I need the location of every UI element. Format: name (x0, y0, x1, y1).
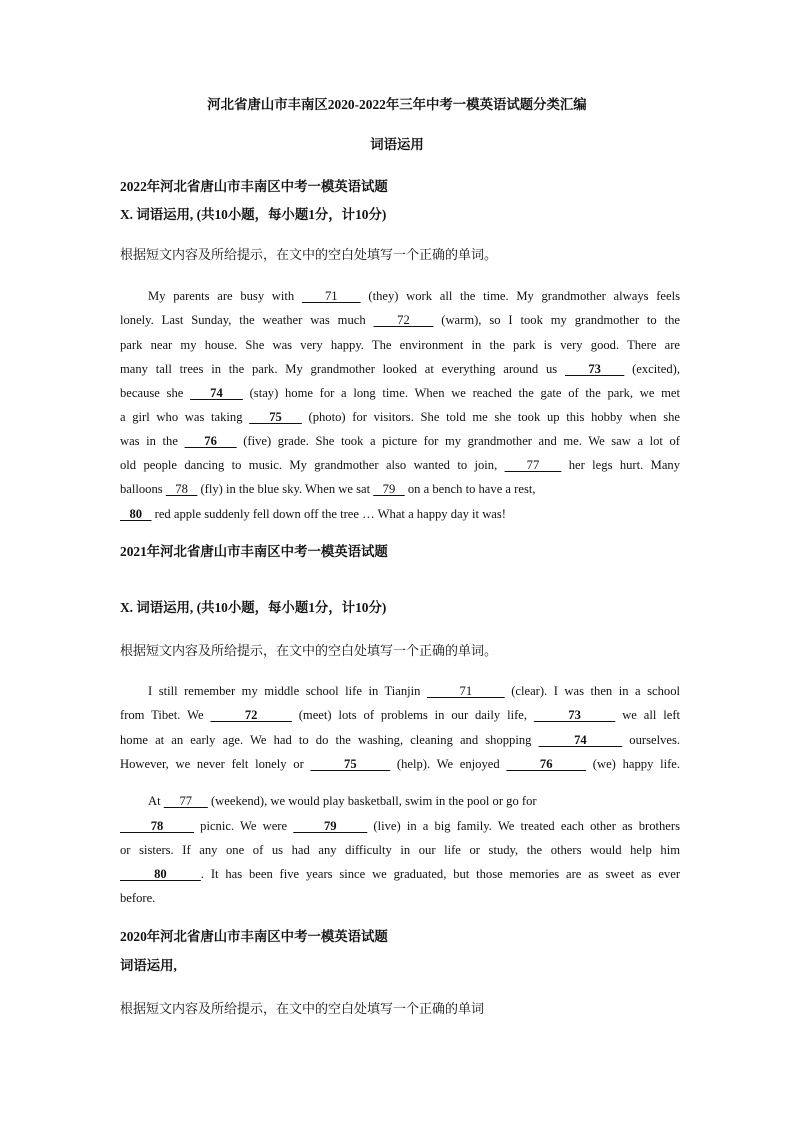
passage-text: (help). We enjoyed (390, 757, 507, 771)
passage-text: from Tibet. We (120, 708, 211, 722)
blank-number: 74 (190, 386, 243, 400)
passage-line (120, 384, 680, 402)
passage-text: (we) happy life. (586, 757, 681, 771)
passage-line (120, 311, 680, 329)
passage-text: ourselves. (622, 733, 681, 747)
section-2021-instruction: 根据短文内容及所给提示，在文中的空白处填写一个正确的单词。 (120, 643, 498, 658)
blank-number: 78 (165, 482, 198, 496)
blank-number: 71 (426, 684, 505, 698)
passage-text: on a bench to have a rest, (404, 482, 536, 496)
passage-line (120, 336, 680, 354)
section-2021-heading: 2021年河北省唐山市丰南区中考一模英语试题 (120, 544, 388, 559)
passage-text: I still remember my middle school life in Tianjin (148, 684, 427, 698)
blank-number: 77 (163, 794, 208, 808)
blank-number: 72 (210, 708, 292, 722)
passage-text: we all left (615, 708, 681, 722)
blank-number: 74 (538, 733, 623, 747)
blank-number: 73 (533, 708, 616, 722)
passage-text: (weekend), we would play basketball, swim in the pool or go for (207, 794, 537, 808)
passage-text: picnic. We were (194, 819, 294, 833)
page-subtitle: 词语运用 (370, 137, 424, 152)
passage-text: her legs hurt. Many (561, 458, 681, 472)
passage-line (120, 480, 680, 498)
passage-line (120, 408, 680, 426)
passage-text: (clear). I was then in a school (504, 684, 681, 698)
passage-line (120, 505, 680, 523)
section-2020-heading: 2020年河北省唐山市丰南区中考一模英语试题 (120, 929, 388, 944)
passage-text: At (148, 794, 164, 808)
passage-line (120, 706, 680, 724)
section-2021-part: X. 词语运用, (共10小题，每小题1分，计10分) (120, 600, 387, 615)
passage-line (120, 889, 680, 907)
passage-line (120, 841, 680, 859)
blank-number: 77 (504, 458, 562, 472)
passage-line (148, 792, 680, 810)
passage-text: before. (120, 891, 156, 905)
passage-text: lonely. Last Sunday, the weather was much (120, 313, 374, 327)
passage-text: many tall trees in the park. My grandmother looked at everything around us (120, 362, 565, 376)
passage-line (120, 817, 680, 835)
passage-text: (meet) lots of problems in our daily life, (291, 708, 534, 722)
passage-text: . It has been five years since we graduated, but those memories are as sweet as ever (200, 867, 681, 881)
blank-number: 76 (506, 757, 587, 771)
section-2022-instruction: 根据短文内容及所给提示，在文中的空白处填写一个正确的单词。 (120, 247, 498, 262)
passage-text: old people dancing to music. My grandmother also wanted to join, (120, 458, 505, 472)
passage-text: (stay) home for a long time. When we reached the gate of the park, we met (242, 386, 681, 400)
passage-text: home at an early age. We had to do the washing, cleaning and shopping (120, 733, 539, 747)
passage-text: (warm), so I took my grandmother to the (433, 313, 680, 327)
passage-text: red apple suddenly fell down off the tree … What a happy day it was! (151, 507, 506, 521)
passage-line (148, 682, 680, 700)
passage-line (120, 360, 680, 378)
blank-number: 80 (120, 507, 152, 521)
blank-number: 72 (373, 313, 434, 327)
blank-number: 79 (373, 482, 405, 496)
passage-text: park near my house. She was very happy. The environment in the park is very good. There are (120, 338, 680, 352)
section-2022-heading: 2022年河北省唐山市丰南区中考一模英语试题 (120, 179, 388, 194)
passage-text: My parents are busy with (148, 289, 302, 303)
passage-line (120, 456, 680, 474)
passage-text: (excited), (624, 362, 680, 376)
passage-text: (photo) for visitors. She told me she took up this hobby when she (301, 410, 680, 424)
passage-text: a girl who was taking (120, 410, 250, 424)
passage-text: balloons (120, 482, 166, 496)
passage-text: (they) work all the time. My grandmother always feels (360, 289, 680, 303)
section-2020-part: 词语运用, (120, 958, 177, 973)
section-2022-part: X. 词语运用, (共10小题，每小题1分，计10分) (120, 207, 387, 222)
page-title: 河北省唐山市丰南区2020-2022年三年中考一模英语试题分类汇编 (207, 97, 587, 112)
blank-number: 79 (293, 819, 368, 833)
passage-line (120, 731, 680, 749)
passage-line (120, 865, 680, 883)
blank-number: 75 (310, 757, 391, 771)
passage-line (120, 755, 680, 773)
passage-line (148, 287, 680, 305)
blank-number: 73 (565, 362, 625, 376)
passage-text: (five) grade. She took a picture for my grandmother and me. We saw a lot of (236, 434, 680, 448)
blank-number: 71 (301, 289, 361, 303)
passage-text: was in the (120, 434, 185, 448)
passage-text: or sisters. If any one of us had any difficulty in our life or study, the others would help him (120, 843, 680, 857)
section-2020-instruction: 根据短文内容及所给提示，在文中的空白处填写一个正确的单词 (120, 1001, 485, 1016)
passage-text: However, we never felt lonely or (120, 757, 311, 771)
blank-number: 76 (184, 434, 237, 448)
passage-text: (fly) in the blue sky. When we sat (197, 482, 374, 496)
passage-text: because she (120, 386, 191, 400)
blank-number: 80 (120, 867, 201, 881)
passage-text: (live) in a big family. We treated each other as brothers (367, 819, 680, 833)
passage-line (120, 432, 680, 450)
blank-number: 75 (249, 410, 302, 424)
blank-number: 78 (120, 819, 195, 833)
